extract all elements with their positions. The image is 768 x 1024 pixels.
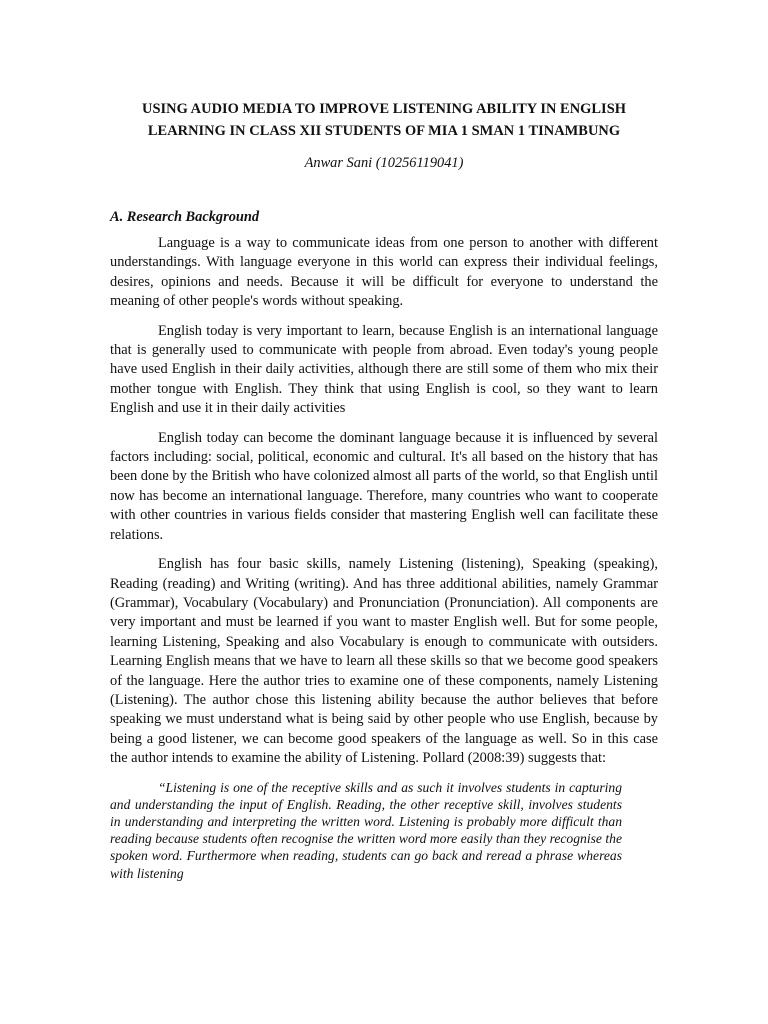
paragraph-4: English has four basic skills, namely Listening (listening), Speaking (speaking), Reading (reading) and Writing (writing). And has three additional abilities, namely Grammar (Grammar), Vocabulary (Vocabulary) and Pronunciation (Pronunciation). All components are very important and must be learned if you want to master English well. But for some people, learning Listening, Speaking and also Vocabulary is enough to communicate with outsiders. Learning English means that we have to learn all these skills so that we become good speakers of the language. Here the author tries to examine one of these components, namely Listening (Listening). The author chose this listening ability because the author believes that before speaking we must understand what is being said by other people who use English, because by being a good listener, we can become good speakers of the language as well. So in this case the author intends to examine the ability of Listening. Pollard (2008:39) suggests that: bbox=[110, 556, 658, 767]
paragraph-3: English today can become the dominant language because it is influenced by several factors including: social, political, economic and cultural. It's all based on the history that has been done by the British who have colonized almost all parts of the world, so that English until now has become an international language. Therefore, many countries who want to cooperate with other countries in various fields consider that mastering English well can facilitate these relations. bbox=[110, 429, 658, 543]
paragraph-1: Language is a way to communicate ideas from one person to another with different understandings. With language everyone in this world can express their individual feelings, desires, opinions and needs. Because it will be difficult for everyone to understand the meaning of other people's words without speaking. bbox=[110, 235, 658, 310]
block-quote: “Listening is one of the receptive skills and as such it involves students in capturing and understanding the input of English. Reading, the other receptive skill, involves students in understanding and interpreting the written word. Listening is probably more difficult than reading because students often recognise the written word more easily than they recognise the spoken word. Furthermore when reading, students can go back and reread a phrase whereas with listening bbox=[110, 779, 622, 881]
title-line-1: USING AUDIO MEDIA TO IMPROVE LISTENING ABILITY IN ENGLISH bbox=[142, 101, 626, 117]
section-heading: A. Research Background bbox=[110, 209, 260, 225]
paragraph-2: English today is very important to learn, because English is an international language that is generally used to communicate with people from abroad. Even today's young people have used English in their daily activities, although there are still some of them who mix their mother tongue with English. They think that using English is cool, so they want to learn English and use it in their daily activities bbox=[110, 322, 658, 417]
title-line-2: LEARNING IN CLASS XII STUDENTS OF MIA 1 SMAN 1 TINAMBUNG bbox=[147, 123, 621, 139]
document-title bbox=[110, 98, 658, 142]
author-line: Anwar Sani (10256119041) bbox=[304, 155, 464, 171]
document-page bbox=[110, 98, 658, 882]
